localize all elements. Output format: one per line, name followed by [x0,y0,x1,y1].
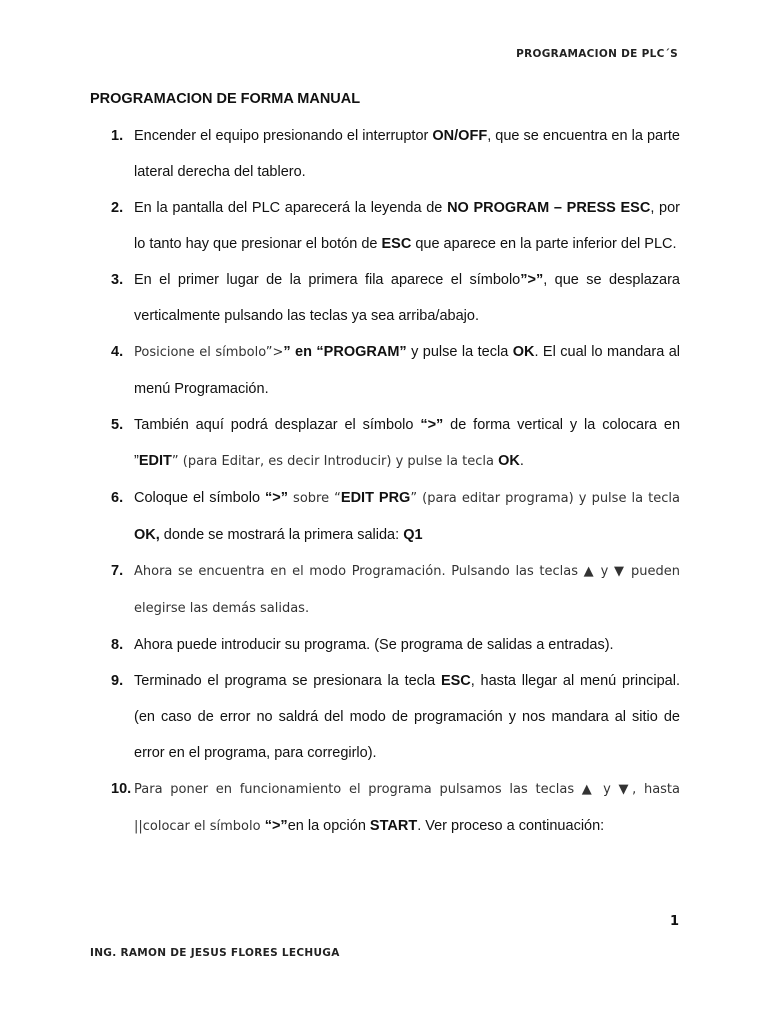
list-item: 3. En el primer lugar de la primera fila aparece el símbolo”>”, que se desplazara verticalmente pulsando las teclas ya sea arriba/abajo. [0,262,680,334]
step-number: 1. [111,128,124,144]
step-number: 8. [111,637,124,653]
step-number: 5. [111,417,124,433]
step-number: 6. [111,490,124,506]
list-item: 1. Encender el equipo presionando el interruptor ON/OFF, que se encuentra en la parte lateral derecha del tablero. [0,118,680,190]
running-header: PROGRAMACION DE PLC´S [516,48,678,60]
step-number: 9. [111,673,124,689]
step-number: 3. [111,272,124,288]
list-item: 6. Coloque el símbolo “>” sobre “EDIT PRG” (para editar programa) y pulse la tecla OK, donde se mostrará la primera salida: Q1 [0,480,680,553]
page-number: 1 [669,914,679,929]
list-item: 10. Para poner en funcionamiento el programa pulsamos las teclas ▲ y ▼, hasta ||colocar el símbolo “>”en la opción START. Ver proceso a continuación: [0,771,680,845]
steps-list [0,118,768,845]
list-item: 4. Posicione el símbolo”>” en “PROGRAM” y pulse la tecla OK. El cual lo mandara al menú Programación. [0,334,680,407]
step-number: 2. [111,200,124,216]
step-number: 10. [111,781,132,797]
footer-author: ING. RAMON DE JESUS FLORES LECHUGA [90,947,340,959]
step-number: 4. [111,344,124,360]
list-item: 7. Ahora se encuentra en el modo Programación. Pulsando las teclas ▲ y ▼ pueden elegirse las demás salidas. [0,553,680,627]
list-item: 8. Ahora puede introducir su programa. (Se programa de salidas a entradas). [0,627,680,663]
list-item: 9. Terminado el programa se presionara la tecla ESC, hasta llegar al menú principal. (en caso de error no saldrá del modo de programación y nos mandara al sitio de error en el programa, para corregirlo). [0,663,680,771]
list-item: 2. En la pantalla del PLC aparecerá la leyenda de NO PROGRAM – PRESS ESC, por lo tanto hay que presionar el botón de ESC que aparece en la parte inferior del PLC. [0,190,680,262]
list-item: 5. También aquí podrá desplazar el símbolo “>” de forma vertical y la colocara en ”EDIT” (para Editar, es decir Introducir) y pulse la tecla OK. [0,407,680,480]
section-title: PROGRAMACION DE FORMA MANUAL [90,91,361,107]
step-number: 7. [111,563,124,579]
